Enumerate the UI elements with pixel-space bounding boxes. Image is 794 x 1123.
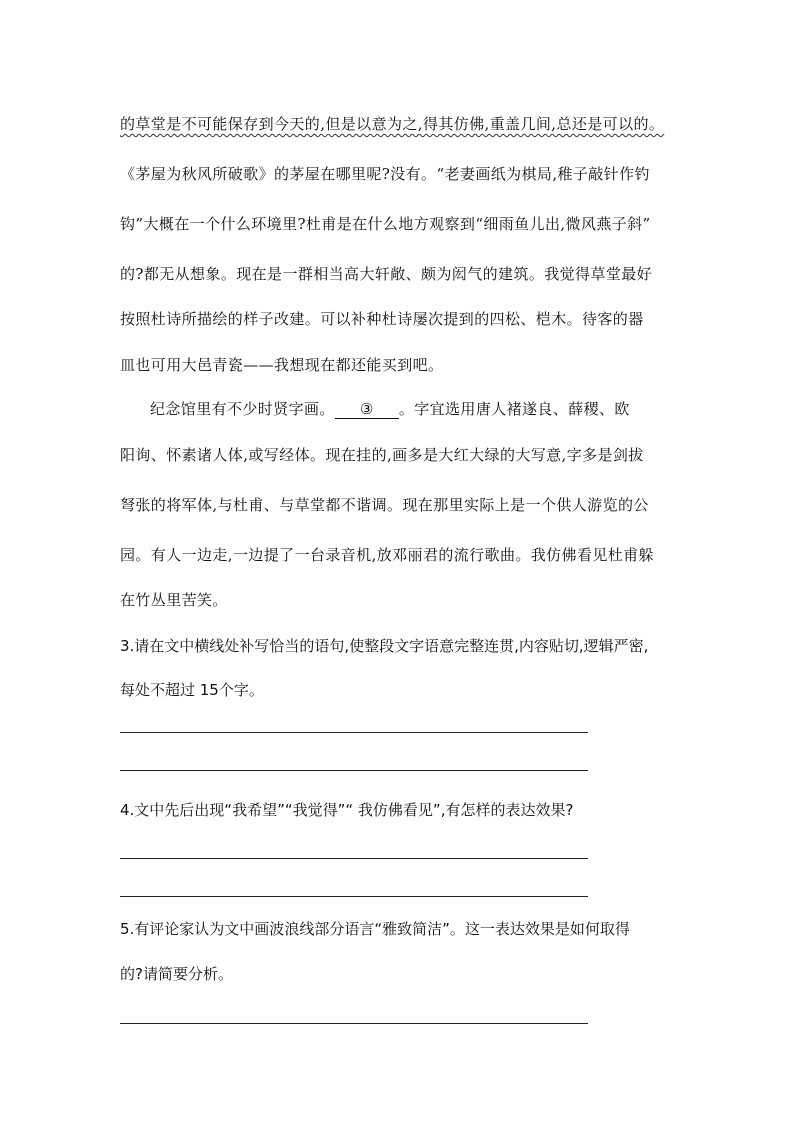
passage-line-7 bbox=[150, 399, 630, 419]
passage-line-6: 皿也可用大邑青瓷——我想现在都还能买到吧。 bbox=[120, 356, 444, 374]
passage-line-3: 钩”大概在一个什么环境里?杜甫是在什么地方观察到“细雨鱼儿出,微风燕子斜” bbox=[120, 215, 651, 233]
fill-in-blank-3[interactable]: ③ bbox=[335, 400, 399, 419]
passage-line-9: 弩张的将军体,与杜甫、与草堂都不谐调。现在那里实际上是一个供人游览的公 bbox=[120, 496, 649, 514]
answer-line-q3-1[interactable] bbox=[120, 732, 588, 733]
question-3-line-1: 3.请在文中横线处补写恰当的语句,使整段文字语意完整连贯,内容贴切,逻辑严密, bbox=[120, 637, 649, 655]
passage-line-7-after: 。字宜选用唐人褚遂良、薛稷、欧 bbox=[398, 400, 630, 418]
answer-line-q5-1[interactable] bbox=[120, 1023, 588, 1024]
answer-line-q4-2[interactable] bbox=[120, 896, 588, 897]
answer-line-q4-1[interactable] bbox=[120, 858, 588, 859]
answer-line-q3-2[interactable] bbox=[120, 770, 588, 771]
passage-line-7-before: 纪念馆里有不少时贤字画。 bbox=[150, 400, 335, 418]
passage-line-11: 在竹丛里苦笑。 bbox=[120, 591, 228, 609]
question-5-line-2: 的?请简要分析。 bbox=[120, 965, 233, 983]
question-4: 4.文中先后出现“我希望”“我觉得”“ 我仿佛看见”,有怎样的表达效果? bbox=[120, 801, 574, 819]
passage-line-4: 的?都无从想象。现在是一群相当高大轩敞、颇为闳气的建筑。我觉得草堂最好 bbox=[120, 265, 653, 283]
question-5-line-1: 5.有评论家认为文中画波浪线部分语言“雅致简洁”。这一表达效果是如何取得 bbox=[120, 920, 630, 938]
passage-line-5: 按照杜诗所描绘的样子改建。可以补种杜诗屡次提到的四松、桤木。待客的器 bbox=[120, 310, 644, 328]
passage-line-10: 园。有人一边走,一边提了一台录音机,放邓丽君的流行歌曲。我仿佛看见杜甫躲 bbox=[120, 546, 654, 564]
passage-line-8: 阳询、怀素诸人体,或写经体。现在挂的,画多是大红大绿的大写意,字多是剑拔 bbox=[120, 446, 644, 464]
question-3-line-2: 每处不超过 15个字。 bbox=[120, 681, 264, 699]
passage-line-1: 的草堂是不可能保存到今天的,但是以意为之,得其仿佛,重盖几间,总还是可以的。 bbox=[120, 115, 665, 133]
passage-line-2: 《茅屋为秋风所破歌》的茅屋在哪里呢?没有。“老妻画纸为棋局,稚子敲针作钓 bbox=[120, 165, 650, 183]
